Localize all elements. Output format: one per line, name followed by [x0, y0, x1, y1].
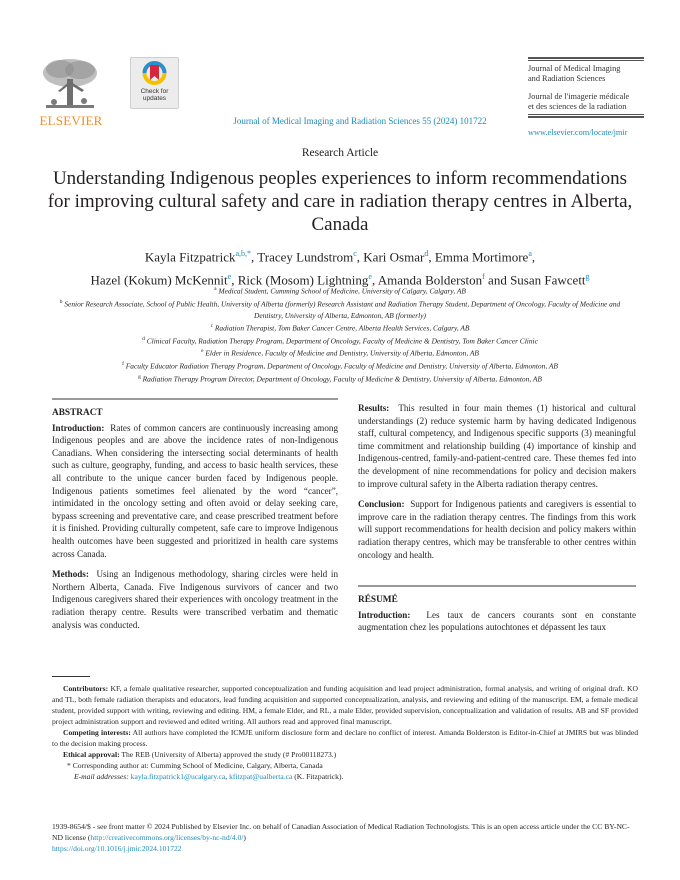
ethical-label: Ethical approval:: [63, 750, 120, 759]
author-name: Emma Mortimore: [434, 249, 529, 265]
journal-title-en-2: and Radiation Sciences: [528, 74, 606, 83]
email-suffix: (K. Fitzpatrick).: [292, 772, 344, 781]
footnotes: [52, 683, 638, 782]
competing-interests-note: [52, 727, 638, 749]
affiliation-text: Elder in Residence, Faculty of Medicine and Dentistry, University of Alberta, Edmonton, AB: [205, 348, 479, 358]
journal-title-fr-1: Journal de l'imagerie médicale: [528, 92, 630, 101]
license-link[interactable]: http://creativecommons.org/licenses/by-nc-nd/4.0/: [90, 833, 244, 842]
email-label: E-mail addresses:: [74, 772, 129, 781]
author-affiliation-marker[interactable]: c: [353, 249, 357, 258]
author-separator: and: [484, 272, 511, 288]
competing-label: Competing interests:: [63, 728, 131, 737]
abstract-results: [358, 402, 636, 490]
affiliation-text: Senior Research Associate, School of Public Health, University of Alberta (formerly) Research Assistant and Radiation Therapy Student, Department of Oncology, Faculty of Medicine and Dentistry, University of Alberta, Edmonton, AB (formerly): [64, 299, 621, 320]
affiliation-item: [50, 359, 630, 372]
affiliation-item: [50, 334, 630, 347]
contributors-text: KF, a female qualitative researcher, supported conceptualization and funding acquisition and lead project administration, formal analysis, and writing of original draft. KO and TL, both female radiation therapists and educators, lead funding acquisition and supported conceptualization, analysis, and reviewing and editing of the manuscript. EM, a female medical student, provided support with writing, reviewing and editing. HM, a female Elder, and RL, a male Elder, provided supervision, conceptualization and validation of results. AB and SF provided project administration support and reviewed and edited writing. All authors read and approved final manuscript.: [52, 684, 638, 726]
abstract-conclusion: [358, 498, 636, 561]
author-name: Hazel (Kokum) McKennit: [90, 272, 228, 288]
affiliation-key: f: [122, 361, 124, 368]
affiliation-list: [50, 284, 630, 385]
affiliation-text: Medical Student, Cumming School of Medicine, University of Calgary, Calgary, AB: [218, 286, 466, 296]
doi-link[interactable]: https://doi.org/10.1016/j.jmir.2024.101722: [52, 844, 182, 853]
affiliation-key: d: [142, 335, 145, 342]
author-affiliation-marker[interactable]: e: [227, 272, 232, 282]
affiliation-key: g: [138, 373, 141, 380]
author-separator: ,: [428, 249, 435, 265]
corresponding-author-note: * Corresponding author at: Cumming School of Medicine, Calgary, Alberta, Canada: [67, 761, 323, 770]
results-label: Results:: [358, 403, 390, 413]
email-separator: ,: [225, 772, 230, 781]
introduction-text: Rates of common cancers are continuously increasing among Indigenous peoples and are above the incidence rates of non-Indigenous Canadians. When considering the intersecting social determinants of health such as culture, geography, funding, and access to basic health services, these all contribute to the unique cancer burden faced by Indigenous people. Indigenous patients sometimes feel alienated by the word “cancer”, intimidated in the oncology setting and often avoid or delay seeking care, bypass screening and preventative care, and cease prescribed treatment before it is finished. Providing culturally competent, safe care to improve Indigenous health outcomes have been suggested and prioritized in health care systems across Canada.: [52, 422, 339, 559]
affiliation-item: [50, 372, 630, 385]
abstract-heading: ABSTRACT: [52, 408, 103, 418]
author-affiliation-marker[interactable]: d: [424, 249, 429, 258]
affiliation-item: [50, 321, 630, 334]
author-name: Rick (Mosom) Lightning: [237, 272, 369, 288]
methods-label: Methods:: [52, 569, 89, 580]
affiliation-key: e: [201, 348, 204, 355]
copyright-block: [52, 821, 638, 854]
copyright-note: [52, 821, 638, 843]
affiliation-item: [50, 346, 630, 359]
contributors-label: Contributors:: [63, 684, 109, 693]
copyright-text: 1939-8654/$ - see front matter © 2024 Published by Elsevier Inc. on behalf of Canadian Association of Medical Radiation Technologists. This is an open access article under the CC BY-NC-ND license (: [52, 822, 630, 842]
abstract-rule: [52, 398, 338, 400]
masthead-rule-bottom: [528, 114, 644, 118]
journal-url-link[interactable]: www.elsevier.com/locate/jmir: [528, 128, 628, 137]
conclusion-text: Support for Indigenous patients and caregivers is essential to improve care in the radiation therapy centres. The findings from this work will support recommendations for health decision and policy makers within radiation therapy centres, which may be transferable to other centres within oncology and health.: [358, 499, 637, 560]
author-affiliation-marker[interactable]: a: [528, 249, 532, 258]
author-separator: ,: [356, 249, 364, 265]
contributors-note: [52, 683, 638, 727]
author-affiliation-marker[interactable]: e: [368, 272, 372, 282]
email-link-2[interactable]: kfitzpat@ualberta.ca: [229, 772, 293, 781]
abstract-introduction: [52, 422, 338, 561]
affiliation-text: Radiation Therapist, Tom Baker Cancer Centre, Alberta Health Services, Calgary, AB: [214, 323, 470, 333]
affiliation-key: a: [214, 286, 217, 292]
competing-text: All authors have completed the ICMJE uniform disclosure form and declare no conflict of interest. Amanda Bolderston is Editor-in-Chief at JMIRS but was blinded to the decision making process.: [52, 728, 638, 748]
resume-introduction-text: Les taux de cancers courants sont en constante augmentation chez les populations autochtones et dépassent les taux: [358, 609, 637, 633]
resume-heading: RÉSUMÉ: [358, 595, 398, 606]
check-for-updates-button[interactable]: [130, 57, 179, 109]
affiliation-text: Clinical Faculty, Radiation Therapy Program, Department of Oncology, Faculty of Medicine & Dentistry, Tom Baker Cancer Clinic: [146, 336, 538, 346]
affiliation-item: [50, 297, 630, 321]
resume-rule: [358, 585, 636, 587]
author-separator: ,: [251, 249, 258, 265]
elsevier-tree-logo-icon: [40, 57, 100, 111]
abstract-column-left: [52, 398, 338, 639]
author-affiliation-marker[interactable]: f: [482, 272, 485, 282]
license-close: ): [243, 833, 246, 842]
results-text: This resulted in four main themes (1) historical and cultural understandings (2) reduce systemic harm by having dedicated Indigenous staff, cultural competency, and Indigenous specific supports (3) meaningful time commitment and relationship building (4) importance of kinship and Indigenous-centred, family-and-patient-centred care. These themes fed into the development of nine recommendations for policy and decision makers to improve cultural safety in the Alberta radiation therapy centres.: [358, 403, 636, 489]
footnote-rule: [52, 676, 90, 677]
affiliation-key: b: [59, 298, 63, 305]
author-name: Tracey Lundstrom: [257, 249, 354, 265]
journal-title-fr-2: et des sciences de la radiation: [528, 102, 627, 111]
email-link-1[interactable]: kayla.fitzpatrick1@ucalgary.ca: [130, 772, 226, 781]
author-name: Kari Osmar: [363, 249, 425, 265]
email-note: [52, 771, 638, 782]
affiliation-item: [50, 284, 630, 297]
author-affiliation-marker[interactable]: g: [585, 272, 590, 282]
article-type: Research Article: [301, 147, 379, 159]
author-name: Susan Fawcett: [510, 272, 586, 288]
check-updates-label: Check for updates: [140, 88, 169, 102]
publisher-name: ELSEVIER: [39, 113, 103, 128]
journal-masthead: [528, 57, 644, 118]
ethical-approval-note: [52, 749, 638, 760]
author-name: Amanda Bolderston: [377, 272, 483, 288]
conclusion-label: Conclusion:: [358, 499, 405, 510]
resume-introduction: [358, 609, 636, 634]
affiliation-key: c: [210, 322, 214, 329]
check-updates-icon: [131, 58, 178, 88]
affiliation-text: Faculty Educator Radiation Therapy Program, Department of Oncology, Faculty of Medicine and Dentistry, University of Alberta, Edmonton, AB: [125, 361, 558, 371]
author-separator: ,: [231, 272, 238, 288]
ethical-text: The REB (University of Alberta) approved the study (# Pro00118273.): [121, 750, 337, 759]
author-affiliation-marker[interactable]: a,b,*: [235, 249, 252, 258]
author-separator: ,: [371, 272, 378, 288]
author-separator: ,: [531, 249, 536, 265]
abstract-methods: [52, 568, 338, 631]
affiliation-text: Radiation Therapy Program Director, Department of Oncology, Faculty of Medicine & Dentistry, University of Alberta, Edmonton, AB: [142, 374, 542, 384]
journal-citation[interactable]: Journal of Medical Imaging and Radiation Sciences 55 (2024) 101722: [233, 116, 487, 126]
abstract-column-right: [358, 402, 636, 642]
article-title: Understanding Indigenous peoples experiences to inform recommendations for improving cultural safety and care in radiation therapy centres in Alberta, Canada: [47, 168, 633, 235]
masthead-rule-top: [528, 57, 644, 61]
methods-text: Using an Indigenous methodology, sharing circles were held in Northern Alberta, Canada. Five Indigenous survivors of cancer and two Indigenous caregivers shared their experiences with oncology treatment in the radiation therapy centre. Results were transcribed verbatim and thematic analysis was conducted.: [52, 569, 338, 630]
author-name: Kayla Fitzpatrick: [144, 249, 236, 265]
introduction-label: Introduction:: [52, 422, 105, 433]
resume-introduction-label: Introduction:: [358, 609, 411, 620]
journal-title-en-1: Journal of Medical Imaging: [528, 64, 621, 73]
